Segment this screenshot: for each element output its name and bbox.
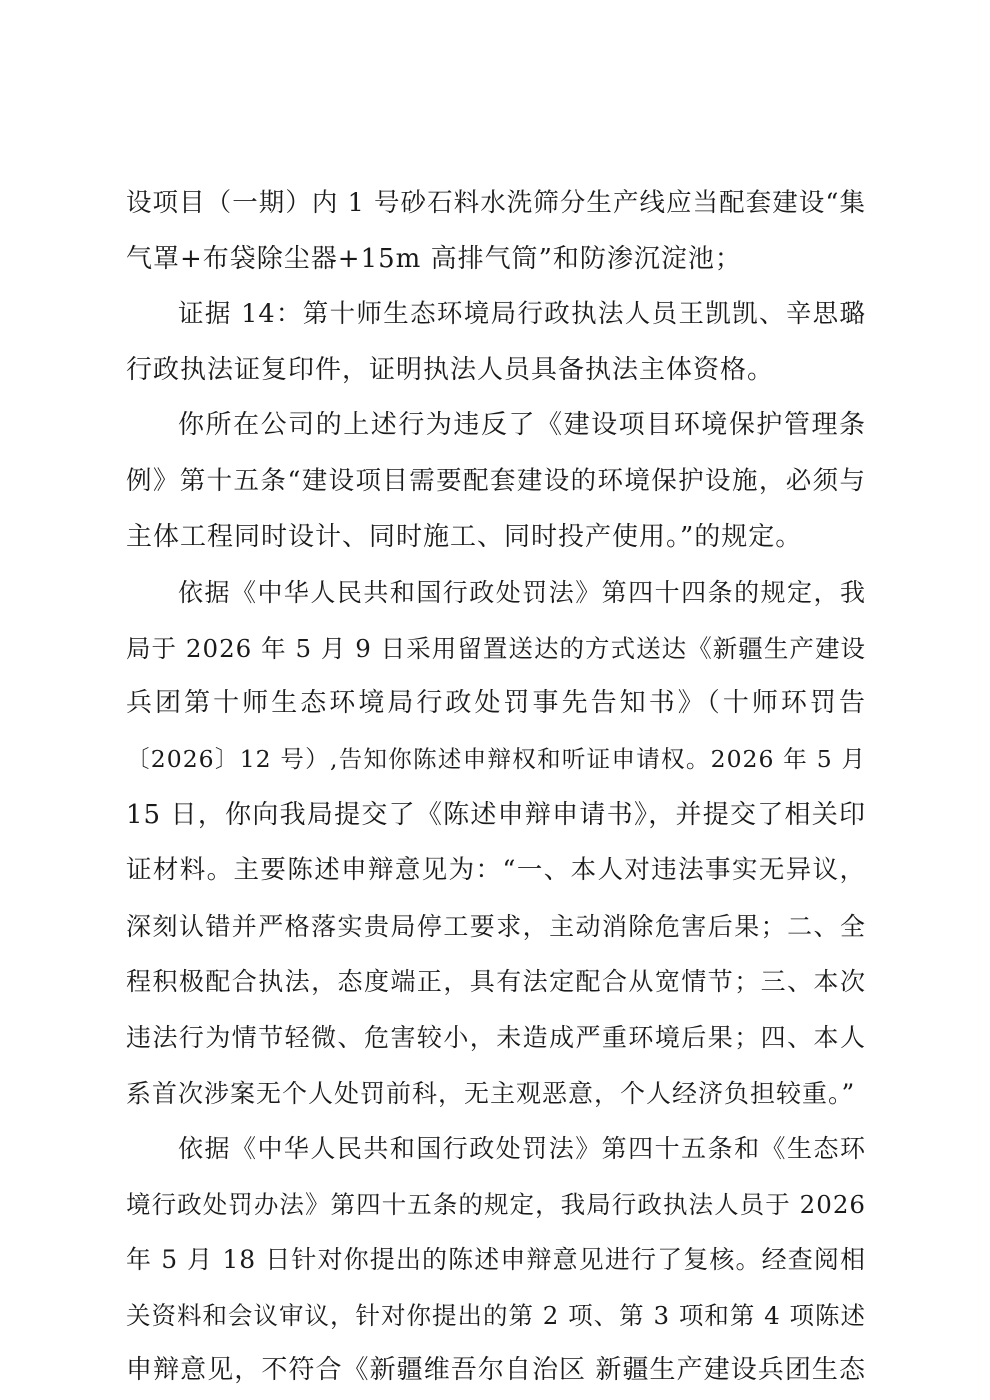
text-line: 依据《中华人民共和国行政处罚法》第四十四条的规定，我 (178, 578, 866, 608)
text-line: 局于 2026 年 5 月 9 日采用留置送达的方式送达《新疆生产建设 (126, 633, 866, 663)
text-line: 深刻认错并严格落实贵局停工要求，主动消除危害后果；二、全 (126, 911, 866, 941)
text-line: 气罩+布袋除尘器+15m 高排气筒”和防渗沉淀池； (126, 243, 742, 274)
text-line: 程积极配合执法，态度端正，具有法定配合从宽情节；三、本次 (126, 967, 866, 997)
text-line: 关资料和会议审议，针对你提出的第 2 项、第 3 项和第 4 项陈述 (126, 1300, 866, 1330)
text-line: 违法行为情节轻微、危害较小，未造成严重环境后果；四、本人 (126, 1022, 866, 1052)
text-line: 例》第十五条“建设项目需要配套建设的环境保护设施，必须与 (126, 465, 866, 496)
text-line: 〔2026〕12 号）,告知你陈述申辩权和听证申请权。2026 年 5 月 (126, 744, 866, 773)
text-line: 兵团第十师生态环境局行政处罚事先告知书》（十师环罚告 (126, 688, 866, 719)
text-line: 行政执法证复印件，证明执法人员具备执法主体资格。 (126, 354, 775, 385)
text-line: 设项目（一期）内 1 号砂石料水洗筛分生产线应当配套建设“集 (126, 188, 866, 218)
text-line: 依据《中华人民共和国行政处罚法》第四十五条和《生态环 (178, 1134, 866, 1164)
text-line: 证据 14：第十师生态环境局行政执法人员王凯凯、辛思璐 (178, 299, 866, 330)
text-line: 15 日，你向我局提交了《陈述申辩申请书》，并提交了相关印 (126, 799, 866, 830)
document-body-text (126, 176, 866, 1399)
text-line: 境行政处罚办法》第四十五条的规定，我局行政执法人员于 2026 (126, 1189, 866, 1219)
text-line: 年 5 月 18 日针对你提出的陈述申辩意见进行了复核。经查阅相 (126, 1245, 866, 1275)
text-line: 你所在公司的上述行为违反了《建设项目环境保护管理条 (178, 410, 866, 441)
text-line: 申辩意见，不符合《新疆维吾尔自治区 新疆生产建设兵团生态 (126, 1355, 866, 1386)
text-line: 系首次涉案无个人处罚前科，无主观恶意，个人经济负担较重。” (126, 1078, 856, 1108)
text-line: 主体工程同时设计、同时施工、同时投产使用。”的规定。 (126, 521, 803, 552)
text-line: 证材料。主要陈述申辩意见为：“一、本人对违法事实无异议， (126, 855, 866, 886)
